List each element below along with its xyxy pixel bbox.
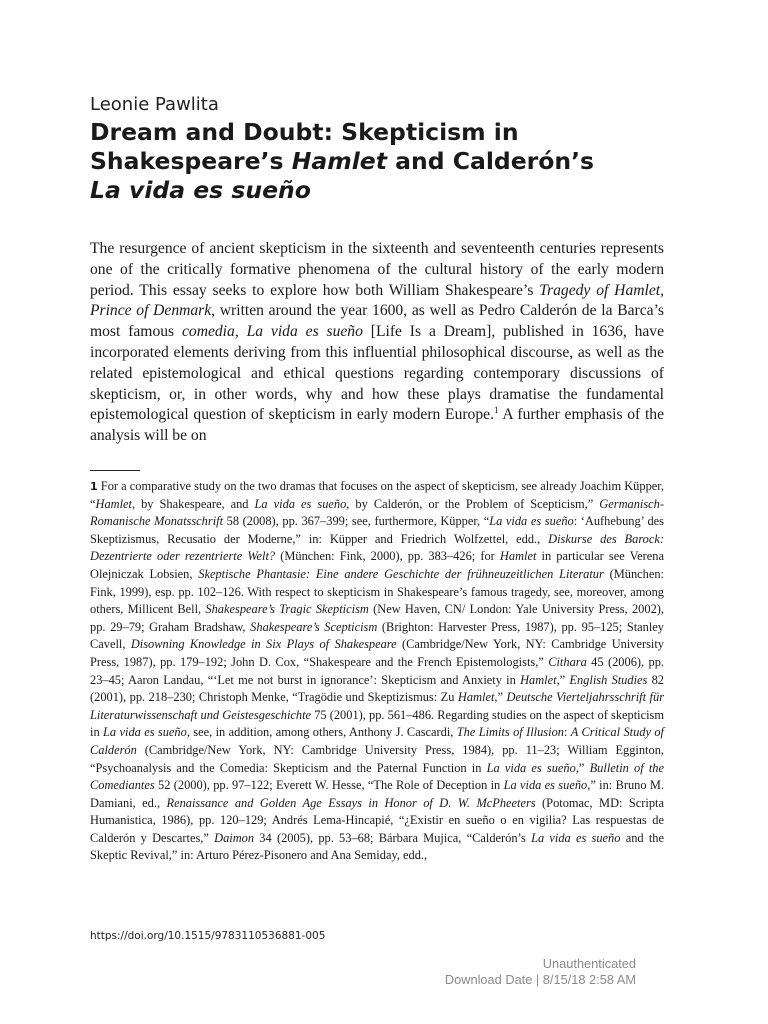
fn-run: ,” xyxy=(556,672,570,687)
authentication-stamp xyxy=(445,956,636,988)
footnote-number: 1 xyxy=(90,480,98,493)
fn-italic: Shakespeare’s Scepticism xyxy=(250,619,378,634)
fn-run: (München: Fink, 1999), esp. pp. 102–126. With respect to skepticism in Shakespeare’s famous tragedy, see, moreover, among others, Millicent Bell, xyxy=(90,566,664,617)
title-part: Dream and Doubt: Skepticism in Shakespeare’s xyxy=(90,118,519,175)
fn-italic: La vida es sueño xyxy=(254,496,347,511)
fn-italic: Disowning Knowledge in Six Plays of Shakespeare xyxy=(130,637,397,652)
title-italic: Hamlet xyxy=(291,147,387,175)
body-text-run: , written around the year 1600, as well as Pedro Calderón de la Barca’s most famous xyxy=(90,302,664,341)
fn-italic: Diskurse des Barock: Dezentrierte oder rezentrierte Welt? xyxy=(90,531,665,564)
fn-run: and the Skeptic Revival,” in: Arturo Pérez-Pisonero and Ana Semiday, edd., xyxy=(90,830,664,863)
body-text-run: [Life Is a Dream], published in 1636, have incorporated elements deriving from this influential philosophical discourse, as well as the related epistemological and ethical questions regarding contemporary discussions of skepticism, or, in other words, why and how these plays dramatise the fundamental epistemological question of skepticism in early modern Europe. xyxy=(90,323,665,424)
body-italic: Prince of Denmark xyxy=(90,302,212,320)
fn-run: 58 (2008), pp. 367–399; see, furthermore, Küpper, “ xyxy=(223,514,490,529)
body-text-run: A further emphasis of the analysis will be on xyxy=(90,406,664,445)
fn-run: 34 (2005), pp. 53–68; Bárbara Mujica, “Calderón’s xyxy=(254,830,532,845)
fn-run: (New Haven, CN/ London: Yale University Press, 2002), pp. 29–79; Graham Bradshaw, xyxy=(90,602,664,634)
fn-run: (Brighton: Harvester Press, 1987), pp. 95–125; Stanley Cavell, xyxy=(90,619,664,652)
fn-italic: La vida es sueño xyxy=(531,830,621,845)
body-italic: La vida es sueño xyxy=(246,323,363,341)
body-italic: Tragedy of Hamlet xyxy=(539,281,661,299)
fn-run: , see, in addition, among others, Anthony J. Cascardi, xyxy=(186,725,457,740)
fn-run: For a comparative study on the two dramas that focuses on the aspect of skepticism, see already Joachim Küpper, “ xyxy=(90,479,664,511)
fn-italic: Shakespeare’s Tragic Skepticism xyxy=(205,602,369,617)
fn-run: ,” xyxy=(494,690,507,705)
fn-italic: Cithara xyxy=(548,654,587,669)
title-part: and Calderón’s xyxy=(386,147,595,175)
body-text-run: , xyxy=(234,323,247,341)
body-text-run: , xyxy=(660,281,664,299)
author-name: Leonie Pawlita xyxy=(90,94,219,115)
fn-run: 75 (2001), pp. 561–486. Regarding studies on the aspect of skepticism in xyxy=(90,707,664,740)
chapter-title xyxy=(90,118,690,205)
fn-run: in particular see Verena Olejniczak Lobsien, xyxy=(90,549,664,581)
fn-italic: La vida es sueño xyxy=(489,514,574,529)
fn-italic: Hamlet xyxy=(520,672,557,687)
fn-run: 82 (2001), pp. 218–230; Christoph Menke, “Tragödie und Skeptizismus: Zu xyxy=(90,672,664,705)
title-italic: La vida es sueño xyxy=(90,176,311,204)
fn-italic: Daimon xyxy=(214,830,255,845)
fn-run: (München: Fink, 2000), pp. 383–426; for xyxy=(275,549,500,564)
fn-italic: La vida es sueño xyxy=(103,725,187,740)
fn-italic: English Studies xyxy=(569,672,648,687)
fn-run: : ‘Aufhebung’ des Skeptizismus, Recusatio der Moderne,” in: Küpper and Friedrich Wolfzettel, edd., xyxy=(90,514,664,546)
fn-run: 52 (2000), pp. 97–122; Everett W. Hesse, “The Role of Deception in xyxy=(154,778,504,793)
fn-italic: Hamlet xyxy=(499,549,537,564)
fn-italic: La vida es sueño xyxy=(503,778,588,793)
fn-italic: Germanisch-Romanische Monatsschrift xyxy=(90,496,664,529)
fn-italic: Bulletin of the Comediantes xyxy=(90,760,664,793)
auth-status: Unauthenticated xyxy=(542,956,636,971)
fn-run: (Cambridge/New York, NY: Cambridge University Press, 1984), pp. 11–23; William Egginton, “Psychoanalysis and the Comedia: Skepticism and the Paternal Function in xyxy=(90,742,664,775)
fn-italic: La vida es sueño xyxy=(486,760,576,775)
footnote-marker[interactable]: 1 xyxy=(493,405,499,416)
body-paragraph xyxy=(90,239,664,447)
footnote-1 xyxy=(90,478,664,865)
fn-run: ,” in: Bruno M. Damiani, ed., xyxy=(90,778,664,810)
fn-run: (Potomac, MD: Scripta Humanistica, 1986), pp. 120–129; Andrés Lema-Hincapié, “¿Existir en sueño o en vigilia? Las respuestas de Calderón y Descartes,” xyxy=(90,795,664,845)
download-date: Download Date | 8/15/18 2:58 AM xyxy=(444,972,636,987)
body-text-run: The resurgence of ancient skepticism in the sixteenth and seventeenth centuries represents one of the critically formative phenomena of the cultural history of the early modern period. This essay seeks to explore how both William Shakespeare’s xyxy=(90,240,664,299)
fn-run: : xyxy=(563,725,571,740)
fn-run: , by Calderón, or the Problem of Scepticism,” xyxy=(346,496,600,511)
fn-italic: The Limits of Illusion xyxy=(456,725,564,740)
fn-italic: A Critical Study of Calderón xyxy=(90,725,664,757)
body-italic: comedia xyxy=(181,323,235,341)
fn-italic: Hamlet xyxy=(457,690,495,705)
footnote-divider xyxy=(90,470,140,471)
fn-run: (Cambridge/New York, NY: Cambridge University Press, 1987), pp. 179–192; John D. Cox, “Shakespeare and the French Epistemologists,” xyxy=(90,637,664,669)
fn-italic: Deutsche Vierteljahrsschrift für Literaturwissenschaft und Geistesgeschichte xyxy=(90,690,664,722)
fn-italic: Hamlet xyxy=(95,496,132,511)
fn-italic: Skeptische Phantasie: Eine andere Geschichte der frühneuzeitlichen Literatur xyxy=(198,566,604,581)
doi-link[interactable]: https://doi.org/10.1515/9783110536881-005 xyxy=(90,930,326,942)
fn-run: , by Shakespeare, and xyxy=(131,496,255,511)
fn-run: ,” xyxy=(575,760,590,775)
fn-italic: Renaissance and Golden Age Essays in Honor of D. W. McPheeters xyxy=(166,795,536,810)
fn-run: 45 (2006), pp. 23–45; Aaron Landau, “‘Let me not burst in ignorance’: Skepticism and Anxiety in xyxy=(90,654,664,687)
